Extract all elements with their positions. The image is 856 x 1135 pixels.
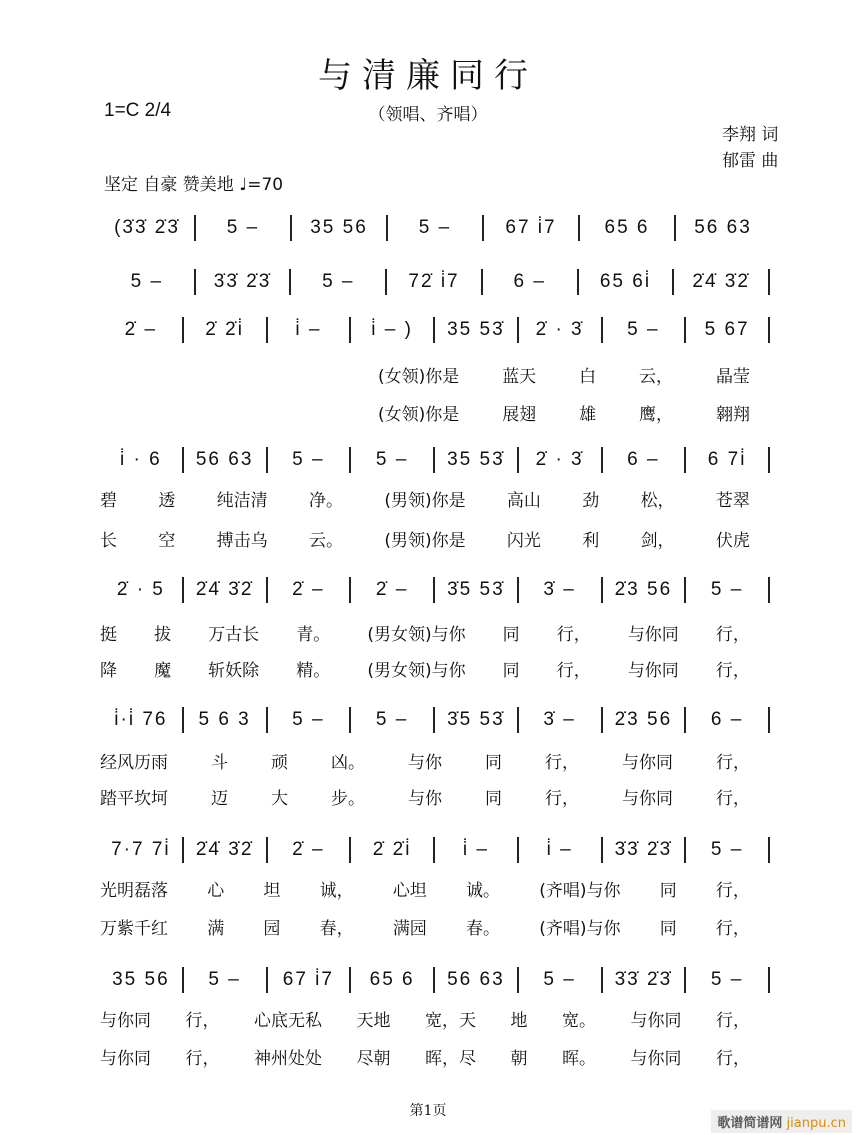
bar-line — [768, 837, 770, 863]
bar-line — [768, 967, 770, 993]
measure: 72̇ i̇7 — [408, 271, 460, 292]
measure: 5 – — [208, 969, 241, 990]
notation-row — [100, 446, 770, 474]
lyric-word: (齐唱)与你 — [539, 881, 621, 901]
lyric-word: 与你同 — [630, 1011, 682, 1031]
lyric-word: 同 — [485, 753, 502, 773]
lyric-word: 满园 — [392, 919, 427, 939]
measure: 5 – — [418, 217, 452, 238]
lyric-word: 迈 — [211, 789, 228, 809]
measure: 65 6 — [369, 969, 415, 990]
bar-line — [768, 447, 770, 473]
measure: 2̇4̇ 3̇2̇ — [195, 579, 254, 600]
measure: 6 – — [513, 271, 546, 292]
measure: 5 – — [322, 271, 355, 292]
measure: 5 – — [226, 217, 260, 238]
lyric-word: 劲 — [582, 491, 600, 511]
lyric-word: 朝 — [510, 1049, 528, 1069]
key-signature: 1=C 2/4 — [104, 100, 172, 121]
measure: 5 – — [375, 709, 409, 730]
lyric-word: 行， — [556, 625, 591, 645]
measure: 2̇ – — [124, 319, 158, 340]
measure: 5 – — [710, 579, 744, 600]
lyrics-row — [100, 876, 750, 901]
measure: 35 53̇ — [447, 449, 505, 470]
lyric-word: 神州处处 — [254, 1049, 322, 1069]
watermark — [711, 1110, 852, 1133]
lyric-word: 与你 — [408, 753, 442, 773]
lyric-word: 宽，天 — [425, 1011, 476, 1031]
lyrics-row — [100, 1006, 750, 1031]
measure: 5 – — [710, 969, 744, 990]
measure: 7·7 7i̇ — [111, 839, 171, 860]
lyric-word: 心底无私 — [254, 1011, 322, 1031]
bar-line — [768, 269, 770, 295]
lyrics-row — [378, 362, 750, 387]
lyric-word: 与你同 — [100, 1011, 151, 1031]
measure: 35 56 — [112, 969, 170, 990]
lyrics-row — [100, 784, 750, 809]
lyric-word: 天地 — [356, 1011, 391, 1031]
lyrics-row — [100, 656, 750, 681]
notation-row — [100, 836, 770, 864]
lyric-word: 与你同 — [627, 625, 679, 645]
lyric-word: 行， — [715, 919, 750, 939]
measure: i̇ · 6 — [120, 449, 162, 470]
bar-line — [768, 317, 770, 343]
lyrics-row — [100, 486, 750, 511]
lyric-word: 空 — [158, 531, 176, 551]
page-number: 第1页 — [409, 1103, 447, 1119]
notation-row — [100, 268, 770, 296]
lyric-word: 同 — [485, 789, 502, 809]
lyric-word: 行， — [715, 881, 750, 901]
measure: 3̇5 53̇ — [447, 709, 505, 730]
lyric-word: 降 — [100, 661, 117, 681]
lyric-word: 斩妖除 — [208, 661, 260, 681]
measure: 3̇ – — [543, 709, 576, 730]
lyrics-row — [100, 748, 750, 773]
lyric-word: 鹰， — [639, 405, 674, 425]
lyricist: 李翔 词 — [722, 125, 779, 145]
lyric-word: 满 — [207, 919, 225, 939]
lyric-word: 诚， — [319, 881, 354, 901]
lyric-word: 与你 — [408, 789, 442, 809]
lyric-word: 尽朝 — [356, 1049, 391, 1069]
measure: i̇ – — [295, 319, 322, 340]
measure: (3̇3̇ 2̇3̇ — [114, 217, 180, 238]
lyrics-row — [100, 914, 750, 939]
measure: 67 i̇7 — [282, 969, 334, 990]
measure: 5 67 — [704, 319, 750, 340]
lyric-word: 碧 — [100, 491, 117, 511]
lyric-word: 坦 — [263, 881, 281, 901]
measure: i̇ – ) — [371, 319, 413, 340]
lyric-word: 同 — [502, 661, 520, 681]
lyric-word: 利 — [582, 531, 600, 551]
lyric-word: (女领)你是 — [378, 367, 460, 387]
measure: 2̇3 56 — [614, 709, 673, 730]
lyric-word: 晖。 — [562, 1049, 596, 1069]
lyric-word: 同 — [659, 881, 677, 901]
measure: 65 6i̇ — [599, 271, 652, 292]
lyric-word: 青。 — [296, 625, 331, 645]
lyric-word: 拔 — [154, 625, 172, 645]
notation-row — [100, 576, 770, 604]
lyric-word: 云， — [639, 367, 674, 387]
tempo-marking: 坚定 自豪 赞美地 ♩=70 — [104, 175, 284, 195]
measure: i̇·i̇ 76 — [114, 709, 168, 730]
lyric-word: 行， — [716, 753, 750, 773]
lyric-word: 与你同 — [622, 753, 673, 773]
lyric-word: 行， — [185, 1049, 220, 1069]
lyric-word: 与你同 — [622, 789, 673, 809]
measure: 2̇ · 3̇ — [535, 319, 584, 340]
lyric-word: 斗 — [211, 753, 228, 773]
measure: i̇ – — [462, 839, 489, 860]
measure: 3̇3̇ 2̇3̇ — [213, 271, 272, 292]
lyric-word: 行， — [545, 753, 579, 773]
lyric-word: 经风历雨 — [100, 753, 168, 773]
lyric-word: 与你同 — [627, 661, 679, 681]
measure: 56 63 — [195, 449, 254, 470]
lyric-word: 雄 — [579, 405, 597, 425]
measure: 2̇ 2̇i̇ — [372, 839, 412, 860]
measure: 5 – — [710, 839, 744, 860]
measure: 3̇ – — [543, 579, 576, 600]
lyric-word: 行， — [715, 625, 750, 645]
lyric-word: 同 — [502, 625, 520, 645]
measure: 5 – — [292, 449, 325, 470]
measure: 5 – — [292, 709, 325, 730]
lyric-word: 展翅 — [502, 405, 537, 425]
measure: 2̇ 2̇i̇ — [205, 319, 244, 340]
lyric-word: 行， — [716, 1011, 750, 1031]
lyrics-row — [378, 400, 750, 425]
measure: 2̇ – — [375, 579, 409, 600]
measure: 56 63 — [694, 217, 752, 238]
lyric-word: (男女领)与你 — [367, 625, 466, 645]
measure: 2̇ – — [292, 839, 325, 860]
lyric-word: 春， — [319, 919, 354, 939]
lyric-word: 光明磊落 — [100, 881, 168, 901]
measure: 2̇ · 5 — [116, 579, 165, 600]
bar-line — [768, 707, 770, 733]
measure: 5 – — [627, 319, 660, 340]
measure: 3̇5 53̇ — [447, 579, 505, 600]
measure: 6 – — [627, 449, 660, 470]
lyric-word: 翱翔 — [715, 405, 750, 425]
lyric-word: (男领)你是 — [384, 491, 466, 511]
composer: 郁雷 曲 — [722, 151, 779, 171]
lyric-word: 搏击乌 — [216, 531, 268, 551]
lyric-word: 心 — [207, 881, 225, 901]
lyric-word: 白 — [579, 367, 597, 387]
measure: 5 – — [375, 449, 409, 470]
lyric-word: 行， — [715, 661, 750, 681]
song-title: 与清廉同行 — [318, 56, 538, 96]
lyric-word: 魔 — [154, 661, 172, 681]
watermark-url: jianpu.cn — [786, 1116, 846, 1131]
lyric-word: 晖，尽 — [425, 1049, 476, 1069]
measure: 35 56 — [310, 217, 368, 238]
measure: 2̇4̇ 3̇2̇ — [692, 271, 750, 292]
notation-row — [100, 706, 770, 734]
lyric-word: 松， — [640, 491, 675, 511]
lyric-word: 行， — [545, 789, 579, 809]
measure: 3̇3̇ 2̇3̇ — [614, 839, 673, 860]
lyric-word: 晶莹 — [715, 367, 750, 387]
lyric-word: 行， — [716, 789, 750, 809]
measure: 2̇ · 3̇ — [535, 449, 584, 470]
watermark-text: 歌谱简谱网 — [717, 1116, 783, 1131]
lyric-word: 春。 — [466, 919, 501, 939]
measure: i̇ – — [546, 839, 573, 860]
lyric-word: 苍翠 — [715, 491, 750, 511]
lyric-word: 万古长 — [208, 625, 260, 645]
bar-line — [768, 577, 770, 603]
measure: 2̇3 56 — [614, 579, 673, 600]
lyric-word: 步。 — [331, 789, 365, 809]
measure: 5 – — [130, 271, 164, 292]
lyric-word: 净。 — [308, 491, 343, 511]
lyric-word: 同 — [659, 919, 677, 939]
lyric-word: 剑， — [640, 531, 675, 551]
lyric-word: 与你同 — [100, 1049, 151, 1069]
subtitle: （领唱、齐唱） — [368, 105, 488, 125]
lyric-word: 蓝天 — [502, 367, 537, 387]
lyric-word: 长 — [100, 531, 117, 551]
measure: 2̇ – — [292, 579, 325, 600]
notation-row — [100, 966, 770, 994]
lyric-word: 诚。 — [466, 881, 501, 901]
lyric-word: 凶。 — [331, 753, 365, 773]
lyric-word: (女领)你是 — [378, 405, 460, 425]
lyrics-row — [100, 526, 750, 551]
measure: 5 – — [543, 969, 576, 990]
lyric-word: 顽 — [271, 753, 288, 773]
lyrics-row — [100, 620, 750, 645]
measure: 56 63 — [447, 969, 505, 990]
lyric-word: 大 — [271, 789, 288, 809]
lyric-word: 闪光 — [506, 531, 541, 551]
lyric-word: 心坦 — [392, 881, 427, 901]
measure: 2̇4̇ 3̇2̇ — [195, 839, 254, 860]
lyric-word: 踏平坎坷 — [100, 789, 168, 809]
lyric-word: 伏虎 — [715, 531, 750, 551]
lyric-word: (齐唱)与你 — [539, 919, 621, 939]
measure: 6 – — [710, 709, 744, 730]
lyric-word: 地 — [510, 1011, 528, 1031]
lyric-word: 云。 — [308, 531, 343, 551]
lyric-word: 纯洁清 — [216, 491, 268, 511]
lyric-word: 万紫千红 — [100, 919, 168, 939]
lyric-word: (男女领)与你 — [367, 661, 466, 681]
measure: 5 6 3 — [198, 709, 251, 730]
measure: 35 53̇ — [447, 319, 505, 340]
lyric-word: 与你同 — [630, 1049, 682, 1069]
lyrics-row — [100, 1044, 750, 1069]
lyric-word: 高山 — [506, 491, 541, 511]
lyric-word: 宽。 — [562, 1011, 596, 1031]
lyric-word: 精。 — [296, 661, 331, 681]
measure: 67 i̇7 — [505, 217, 557, 238]
measure: 6 7i̇ — [707, 449, 747, 470]
lyric-word: 行， — [716, 1049, 750, 1069]
lyric-word: 挺 — [100, 625, 117, 645]
lyric-word: (男领)你是 — [384, 531, 466, 551]
notation-row — [100, 214, 770, 242]
measure: 65 6 — [604, 217, 650, 238]
lyric-word: 透 — [158, 491, 176, 511]
lyric-word: 园 — [263, 919, 281, 939]
notation-row — [100, 316, 770, 344]
lyric-word: 行， — [556, 661, 591, 681]
measure: 3̇3̇ 2̇3̇ — [614, 969, 673, 990]
lyric-word: 行， — [185, 1011, 220, 1031]
